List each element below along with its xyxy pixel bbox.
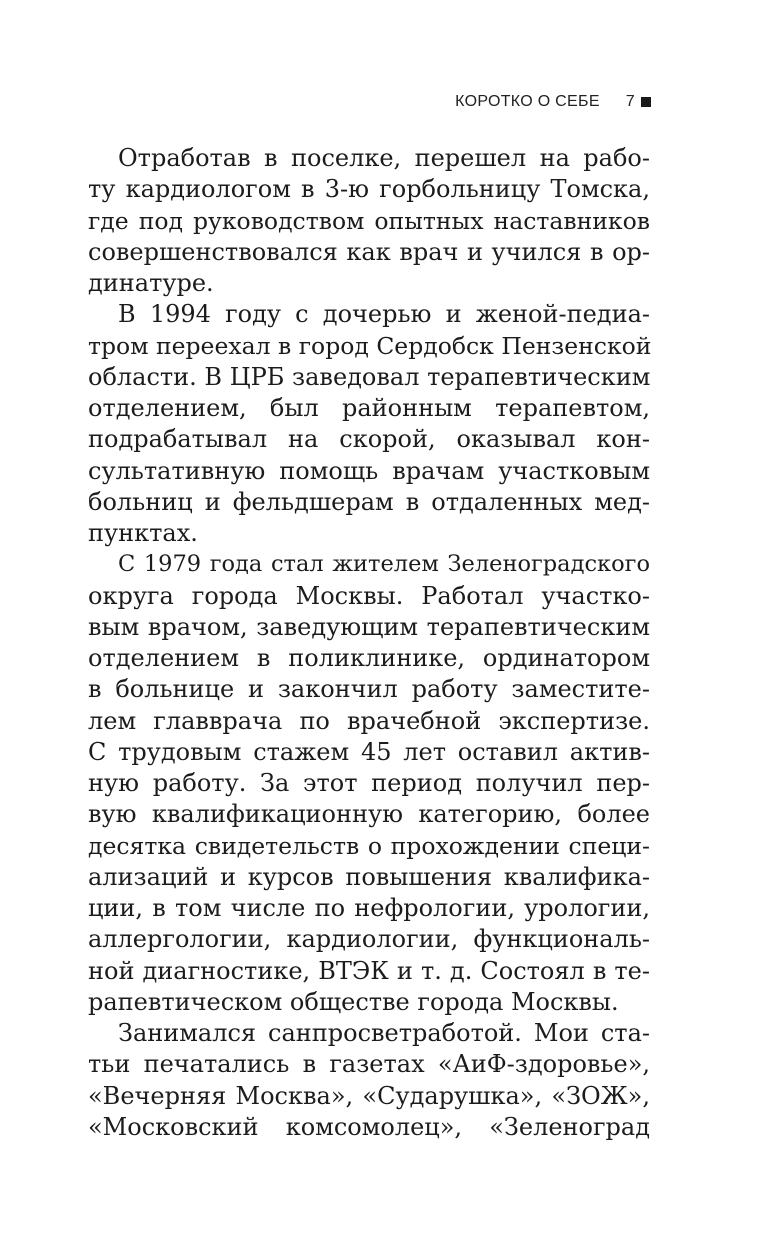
text-line: динатуре. <box>88 269 214 297</box>
text-line: где под руководством опытных наставников <box>88 206 650 235</box>
text-line: ции, в том числе по нефрологии, урологии, <box>88 894 650 922</box>
running-header <box>455 90 651 114</box>
text-line: в больнице и закончил работу заместите- <box>88 675 650 704</box>
text-line: пунктах. <box>88 519 198 547</box>
body-text <box>88 143 650 1143</box>
text-line: сультативную помощь врачам участковым <box>88 456 650 485</box>
text-line: аллергологии, кардиологии, функциональ- <box>88 925 650 954</box>
text-line: Занимался санпросветработой. Мои ста- <box>118 1019 650 1047</box>
section-title: КОРОТКО О СЕБЕ <box>455 93 600 110</box>
text-line: вым врачом, заведующим терапевтическим <box>88 612 650 641</box>
text-line: лем главврача по врачебной экспертизе. <box>88 706 650 735</box>
text-line: отделением, был районным терапевтом, <box>88 394 650 422</box>
text-line: ной диагностике, ВТЭК и т. д. Состоял в те- <box>88 956 650 985</box>
text-line: округа города Москвы. Работал участко- <box>88 581 650 610</box>
text-line: отделением в поликлинике, ординатором <box>88 644 650 672</box>
text-line: совершенствовался как врач и учился в ор- <box>88 237 650 266</box>
text-line: С трудовым стажем 45 лет оставил актив- <box>88 737 650 766</box>
text-line: вую квалификационную категорию, более <box>88 800 650 829</box>
text-line: тьи печатались в газетах «АиФ-здоровье», <box>88 1050 650 1079</box>
text-line: С 1979 года стал жителем Зеленоградского <box>118 551 650 578</box>
text-line: «Московский комсомолец», «Зеленоград <box>88 1112 650 1141</box>
text-line: ную работу. За этот период получил пер- <box>88 769 650 797</box>
text-line: ализаций и курсов повышения квалифика- <box>88 862 650 891</box>
text-line: области. В ЦРБ заведовал терапевтическим <box>88 362 651 391</box>
text-line: «Вечерняя Москва», «Сударушка», «ЗОЖ», <box>88 1081 650 1110</box>
text-line: тром переехал в город Сердобск Пензенской <box>88 331 652 360</box>
text-line: В 1994 году с дочерью и женой-педиа- <box>118 300 650 329</box>
page-number: 7 <box>625 93 635 110</box>
text-line: рапевтическом обществе города Москвы. <box>88 987 619 1016</box>
text-line: подрабатывал на скорой, оказывал кон- <box>88 425 650 454</box>
text-line: десятка свидетельств о прохождении специ- <box>88 831 650 860</box>
square-marker-icon <box>641 97 651 107</box>
text-line: ту кардиологом в 3-ю горбольницу Томска, <box>88 175 650 204</box>
text-line: больниц и фельдшерам в отдаленных мед- <box>88 487 650 516</box>
text-line: Отработав в поселке, перешел на рабо- <box>118 144 650 172</box>
